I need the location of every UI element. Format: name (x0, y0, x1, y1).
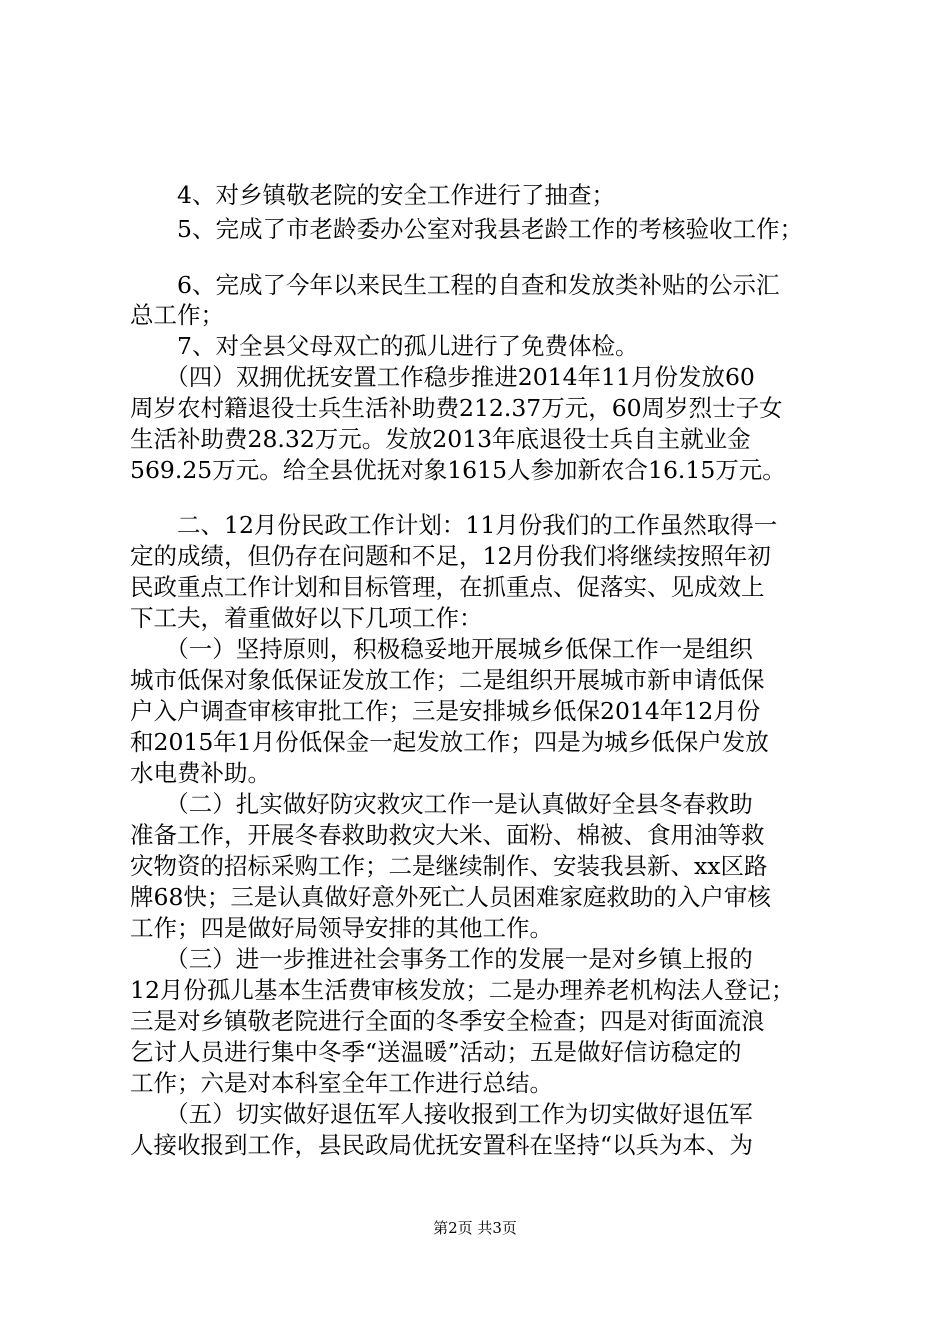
text-line: 12月份孤儿基本生活费审核发放；二是办理养老机构法人登记； (130, 976, 795, 1004)
text-line: 6、完成了今年以来民生工程的自查和发放类补贴的公示汇 (130, 271, 780, 299)
text-line: 569.25万元。给全县优抚对象1615人参加新农合16.15万元。 (130, 456, 786, 484)
text-line: 工作；四是做好局领导安排的其他工作。 (130, 914, 553, 942)
text-line: 牌68快；三是认真做好意外死亡人员困难家庭救助的入户审核 (130, 883, 771, 911)
text-line: 人接收报到工作，县民政局优抚安置科在坚持“以兵为本、为 (130, 1131, 754, 1159)
text-line: 二、12月份民政工作计划：11月份我们的工作虽然取得一 (130, 511, 778, 539)
text-line: 生活补助费28.32万元。发放2013年底退役士兵自主就业金 (130, 425, 751, 453)
text-line: 和2015年1月份低保金一起发放工作；四是为城乡低保户发放 (130, 728, 769, 756)
text-line: 5、完成了市老龄委办公室对我县老龄工作的考核验收工作； (130, 215, 803, 243)
text-line: 下工夫，着重做好以下几项工作： (130, 604, 483, 632)
text-line: 7、对全县父母双亡的孤儿进行了免费体检。 (130, 332, 639, 360)
text-line: 城市低保对象低保证发放工作；二是组织开展城市新申请低保 (130, 666, 765, 694)
text-line: 准备工作，开展冬春救助救灾大米、面粉、棉被、食用油等救 (130, 821, 765, 849)
text-line: 户入户调查审核审批工作；三是安排城乡低保2014年12月份 (130, 697, 761, 725)
text-line: 工作；六是对本科室全年工作进行总结。 (130, 1069, 553, 1097)
text-line: 灾物资的招标采购工作；二是继续制作、安装我县新、xx区路 (130, 852, 768, 880)
text-line: 水电费补助。 (130, 759, 271, 787)
text-line: 民政重点工作计划和目标管理，在抓重点、促落实、见成效上 (130, 573, 765, 601)
text-line: （三）进一步推进社会事务工作的发展一是对乡镇上报的 (130, 945, 753, 973)
text-line: 定的成绩，但仍存在问题和不足，12月份我们将继续按照年初 (130, 542, 771, 570)
text-line: （五）切实做好退伍军人接收报到工作为切实做好退伍军 (130, 1100, 753, 1128)
text-line: 4、对乡镇敬老院的安全工作进行了抽查； (130, 181, 615, 209)
text-line: 乞讨人员进行集中冬季“送温暖”活动；五是做好信访稳定的 (130, 1038, 742, 1066)
text-line: （四）双拥优抚安置工作稳步推进2014年11月份发放60 (130, 363, 755, 391)
text-line: （一）坚持原则，积极稳妥地开展城乡低保工作一是组织 (130, 635, 753, 663)
text-line: 周岁农村籍退役士兵生活补助费212.37万元，60周岁烈士子女 (130, 394, 783, 422)
text-line: 三是对乡镇敬老院进行全面的冬季安全检查；四是对街面流浪 (130, 1007, 765, 1035)
text-line: 总工作； (130, 301, 224, 329)
text-line: （二）扎实做好防灾救灾工作一是认真做好全县冬春救助 (130, 790, 753, 818)
page-footer: 第2页 共3页 (433, 1219, 517, 1237)
